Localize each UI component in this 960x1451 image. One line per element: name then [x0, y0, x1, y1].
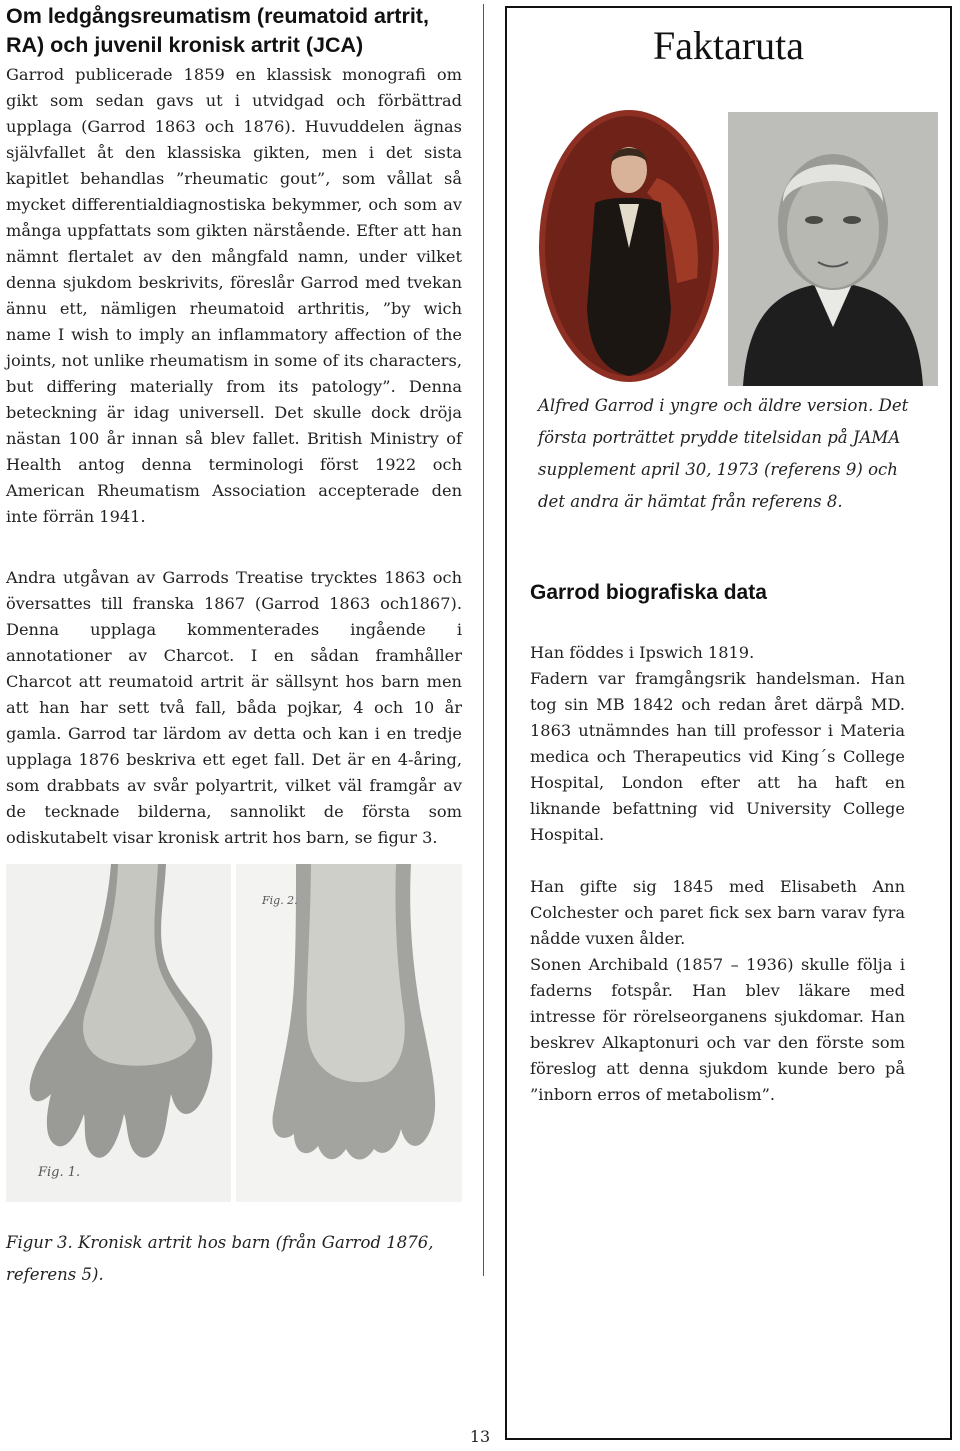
page-number: 13 — [469, 1427, 491, 1446]
figure-caption: Figur 3. Kronisk artrit hos barn (från Garrod 1876, referens 5). — [6, 1233, 434, 1284]
article-heading — [6, 2, 462, 60]
bio-heading: Garrod biografiska data — [530, 581, 767, 604]
old-portrait-image — [728, 112, 938, 386]
left-column — [6, 0, 462, 851]
heading-line-1: Om ledgångsreumatism (reumatoid artrit, — [6, 4, 429, 28]
child-foot-drawing — [236, 864, 462, 1202]
fact-box — [505, 6, 952, 1440]
portrait-caption: Alfred Garrod i yngre och äldre version. Det första porträttet prydde titelsidan på JAMA supplement april 30, 1973 (referens 9) och det andra är hämtat från referens 8. — [538, 396, 909, 511]
fig-1-label: Fig. 1. — [38, 1165, 81, 1180]
fact-box-title: Faktaruta — [652, 23, 805, 68]
fig-2-label: Fig. 2. — [262, 894, 298, 907]
paragraph-1: Garrod publicerade 1859 en klassisk monografi om gikt som sedan gavs ut i utvidgad och förbättrad upplaga (Garrod 1863 och 1876). Huvuddelen ägnas självfallet åt den klassiska gikten, men i det sista kapitlet behandlas ”rheumatic gout”, som vållat så mycket differentialdiagnostiska bekymmer, och som av många uppfattats som gikten närstående. Efter att han nämnt flertalet av den mångfald namn, under vilket denna sjukdom beskrivits, föreslår Garrod med tvekan ännu ett, nämligen rheumatoid arthritis, ”by wich name I wish to imply an inflammatory affection of the joints, not unlike rheumatism in some of its characters, but differing materially from its patology”. Denna beteckning är idag universell. Det skulle dock dröja nästan 100 år innan så blev fallet. British Ministry of Health antog denna terminologi först 1922 och American Rheumatism Association accepterade den inte förrän 1941. — [6, 65, 462, 526]
column-divider — [483, 4, 484, 1276]
bio-paragraph-1: Han föddes i Ipswich 1819. Fadern var framgångsrik handelsman. Han tog sin MB 1842 och redan året därpå MD. 1863 utnämndes han till professor i Materia medica och Therapeutics vid King´s College Hospital, London efter att ha haft en liknande befattning vid University College Hospital. — [530, 643, 905, 844]
child-hand-drawing — [6, 864, 231, 1202]
heading-line-2: RA) och juvenil kronisk artrit (JCA) — [6, 33, 364, 57]
young-portrait-image — [537, 108, 721, 384]
paragraph-2: Andra utgåvan av Garrods Treatise trycktes 1863 och översattes till franska 1867 (Garrod 1863 och1867). Denna upplaga kommenterades ingående i annotationer av Charcot. I en sådan framhåller Charcot att reumatoid artrit är sällsynt hos barn men att han har sett två fall, båda pojkar, 4 och 10 år gamla. Garrod tar lärdom av detta och kan i en tredje upplaga 1876 beskriva ett eget fall. Det är en 4-åring, som drabbats av svår polyartrit, vilket väl framgår av de tecknade bilderna, sannolikt de första som odiskutabelt visar kronisk artrit hos barn, se figur 3. — [6, 568, 462, 847]
bio-paragraph-2: Han gifte sig 1845 med Elisabeth Ann Colchester och paret fick sex barn varav fyra nådde vuxen ålder. Sonen Archibald (1857 – 1936) skulle följa i faderns fotspår. Han blev läkare med intresse för rörelseorganens sjukdomar. Han beskrev Alkaptonuri och var den förste som föreslog att denna sjukdom kunde bero på ”inborn erros of metabolism”. — [530, 877, 905, 1104]
